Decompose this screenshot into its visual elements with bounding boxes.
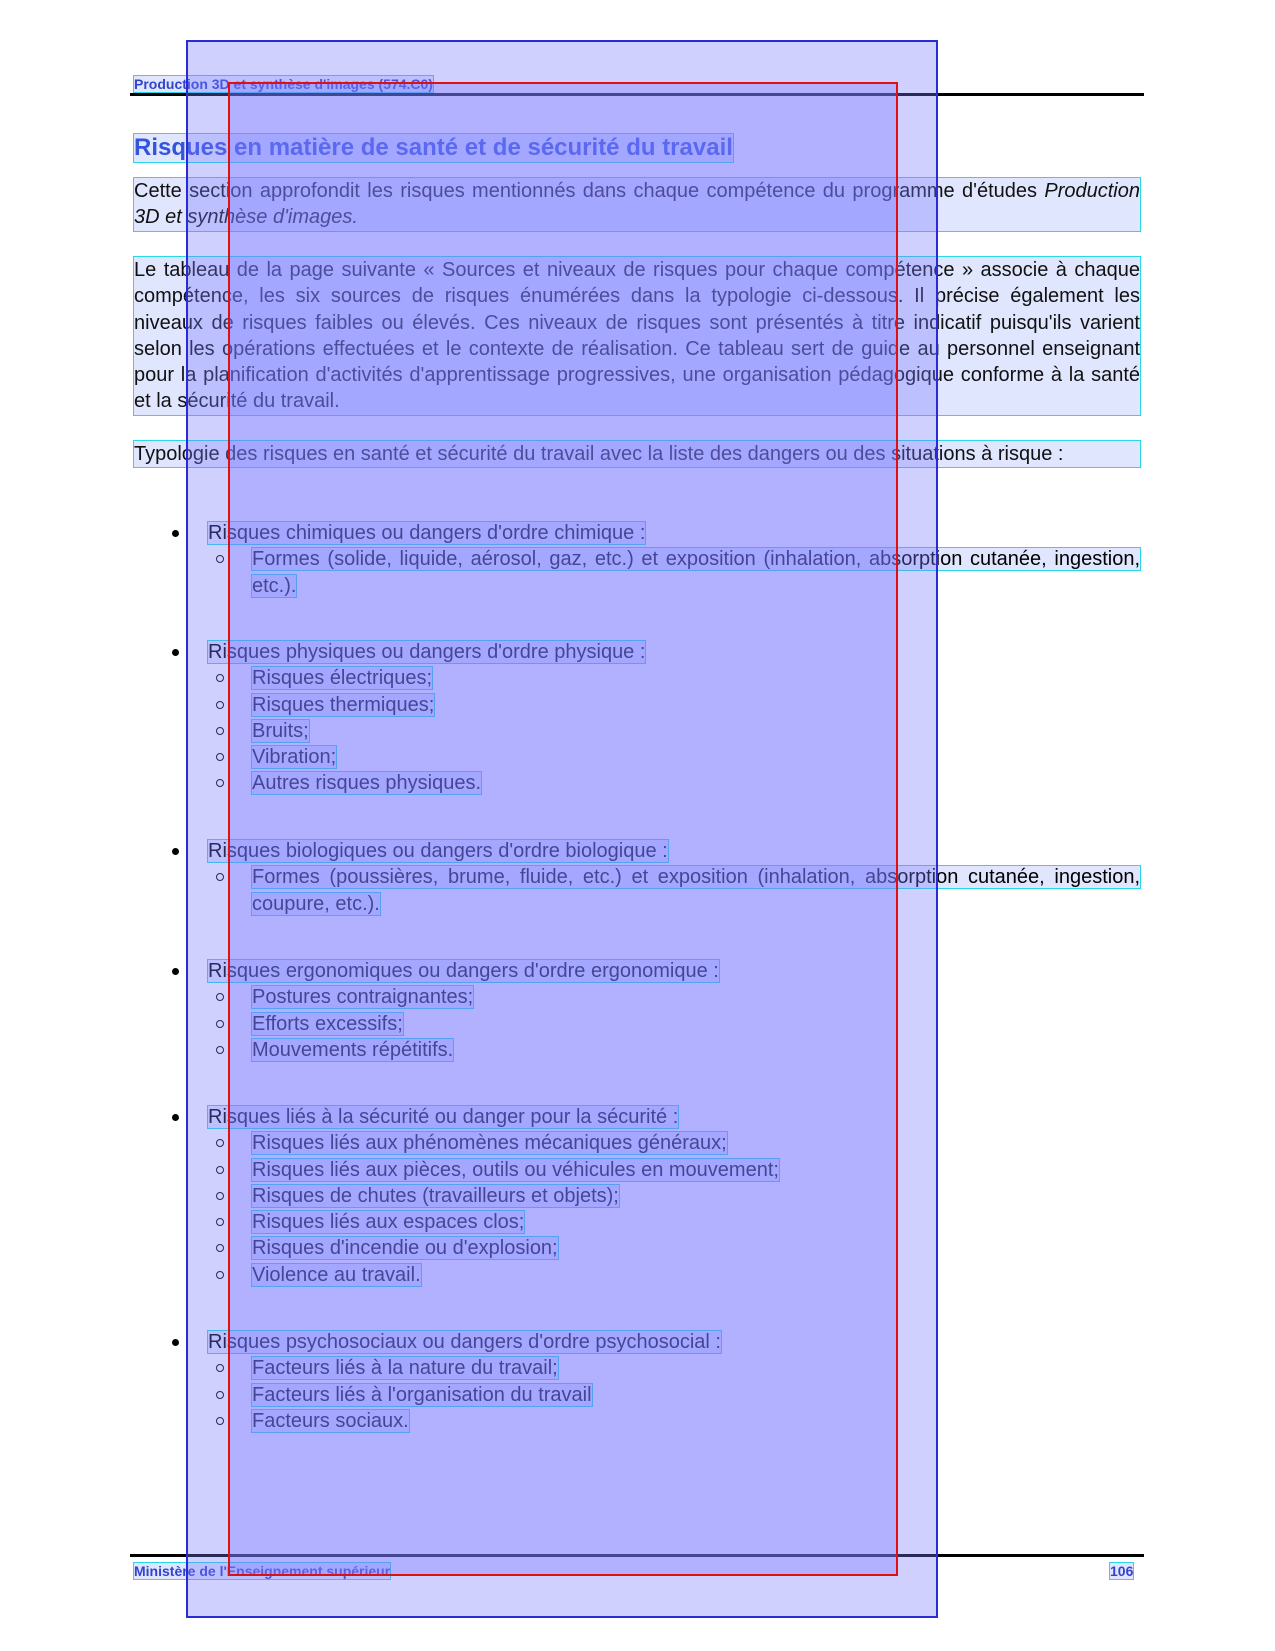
list-item: Facteurs sociaux. [134, 1408, 1140, 1434]
header-rule [130, 93, 1144, 96]
circle-bullet-icon [216, 873, 224, 881]
section-title: Risques en matière de santé et de sécurité du travail [134, 134, 733, 161]
intro-text: Cette section approfondit les risques mentionnés dans chaque compétence du programme d'études [134, 180, 1045, 202]
program-name: Production 3D et synthèse d'images. [134, 180, 1140, 229]
circle-bullet-icon [216, 674, 224, 682]
intro-paragraph [134, 178, 1140, 231]
table-description-paragraph: Le tableau de la page suivante « Sources et niveaux de risques pour chaque compétence » associe à chaque compétence, les six sources de risques énumérées dans la typologie ci-dessous. Il précise également les niveaux de risques faibles ou élevés. Ces niveaux de risques sont présentés à titre indicatif puisqu'ils varient selon les opérations effectuées et le contexte de réalisation. Ce tableau sert de guide au personnel enseignant pour la planification d'activités d'apprentissage progressives, une organisation pédagogique conforme à la santé et la sécurité du travail. [134, 257, 1140, 415]
circle-bullet-icon [216, 1391, 224, 1399]
list-item: Postures contraignantes; [134, 984, 1140, 1010]
circle-bullet-icon [216, 993, 224, 1001]
bullet-icon [172, 649, 179, 656]
circle-bullet-icon [216, 1364, 224, 1372]
list-item: Autres risques physiques. [134, 770, 1140, 796]
list-item: Efforts excessifs; [134, 1011, 1140, 1037]
running-header: Production 3D et synthèse d'images (574.C0) [134, 76, 433, 92]
circle-bullet-icon [216, 1271, 224, 1279]
list-item: Formes (poussières, brume, fluide, etc.) et exposition (inhalation, absorption cutanée, ingestion, coupure, etc.). [134, 864, 1140, 917]
circle-bullet-icon [216, 779, 224, 787]
circle-bullet-icon [216, 1218, 224, 1226]
circle-bullet-icon [216, 1020, 224, 1028]
risk-list [134, 1130, 1140, 1288]
list-item: Facteurs liés à la nature du travail; [134, 1355, 1140, 1381]
list-item: Risques liés aux espaces clos; [134, 1209, 1140, 1235]
list-item: Risques de chutes (travailleurs et objets); [134, 1183, 1140, 1209]
risk-group-heading: Risques physiques ou dangers d'ordre physique : [134, 639, 1140, 665]
risk-group-chemical [134, 520, 1140, 599]
risk-list [134, 665, 1140, 796]
circle-bullet-icon [216, 1046, 224, 1054]
risk-group-heading: Risques liés à la sécurité ou danger pour la sécurité : [134, 1104, 1140, 1130]
circle-bullet-icon [216, 727, 224, 735]
risk-group-ergonomic [134, 958, 1140, 1063]
risk-group-psychosocial [134, 1329, 1140, 1434]
list-item: Facteurs liés à l'organisation du travail [134, 1382, 1140, 1408]
bullet-icon [172, 968, 179, 975]
list-item: Formes (solide, liquide, aérosol, gaz, etc.) et exposition (inhalation, absorption cutanée, ingestion, etc.). [134, 546, 1140, 599]
bullet-icon [172, 530, 179, 537]
risk-list [134, 864, 1140, 917]
circle-bullet-icon [216, 555, 224, 563]
circle-bullet-icon [216, 1417, 224, 1425]
list-item: Risques liés aux phénomènes mécaniques généraux; [134, 1130, 1140, 1156]
list-item: Risques liés aux pièces, outils ou véhicules en mouvement; [134, 1157, 1140, 1183]
risk-group-safety [134, 1104, 1140, 1288]
list-item: Vibration; [134, 744, 1140, 770]
footer-ministry: Ministère de l'Enseignement supérieur [134, 1563, 391, 1579]
list-item: Bruits; [134, 718, 1140, 744]
risk-group-heading: Risques psychosociaux ou dangers d'ordre psychosocial : [134, 1329, 1140, 1355]
risk-list [134, 1355, 1140, 1434]
bullet-icon [172, 848, 179, 855]
circle-bullet-icon [216, 1192, 224, 1200]
circle-bullet-icon [216, 1166, 224, 1174]
typology-intro: Typologie des risques en santé et sécurité du travail avec la liste des dangers ou des situations à risque : [134, 441, 1140, 467]
list-item: Risques électriques; [134, 665, 1140, 691]
risk-group-physical [134, 639, 1140, 797]
bullet-icon [172, 1114, 179, 1121]
risk-group-heading: Risques chimiques ou dangers d'ordre chimique : [134, 520, 1140, 546]
risk-group-biological [134, 838, 1140, 917]
circle-bullet-icon [216, 753, 224, 761]
footer-rule [130, 1554, 1144, 1557]
list-item: Risques thermiques; [134, 692, 1140, 718]
list-item: Mouvements répétitifs. [134, 1037, 1140, 1063]
risk-list [134, 984, 1140, 1063]
risk-group-heading: Risques biologiques ou dangers d'ordre biologique : [134, 838, 1140, 864]
risk-group-heading: Risques ergonomiques ou dangers d'ordre ergonomique : [134, 958, 1140, 984]
circle-bullet-icon [216, 701, 224, 709]
list-item: Violence au travail. [134, 1262, 1140, 1288]
circle-bullet-icon [216, 1244, 224, 1252]
list-item: Risques d'incendie ou d'explosion; [134, 1235, 1140, 1261]
circle-bullet-icon [216, 1139, 224, 1147]
bullet-icon [172, 1339, 179, 1346]
risk-list [134, 546, 1140, 599]
page-number: 106 [1110, 1563, 1134, 1579]
